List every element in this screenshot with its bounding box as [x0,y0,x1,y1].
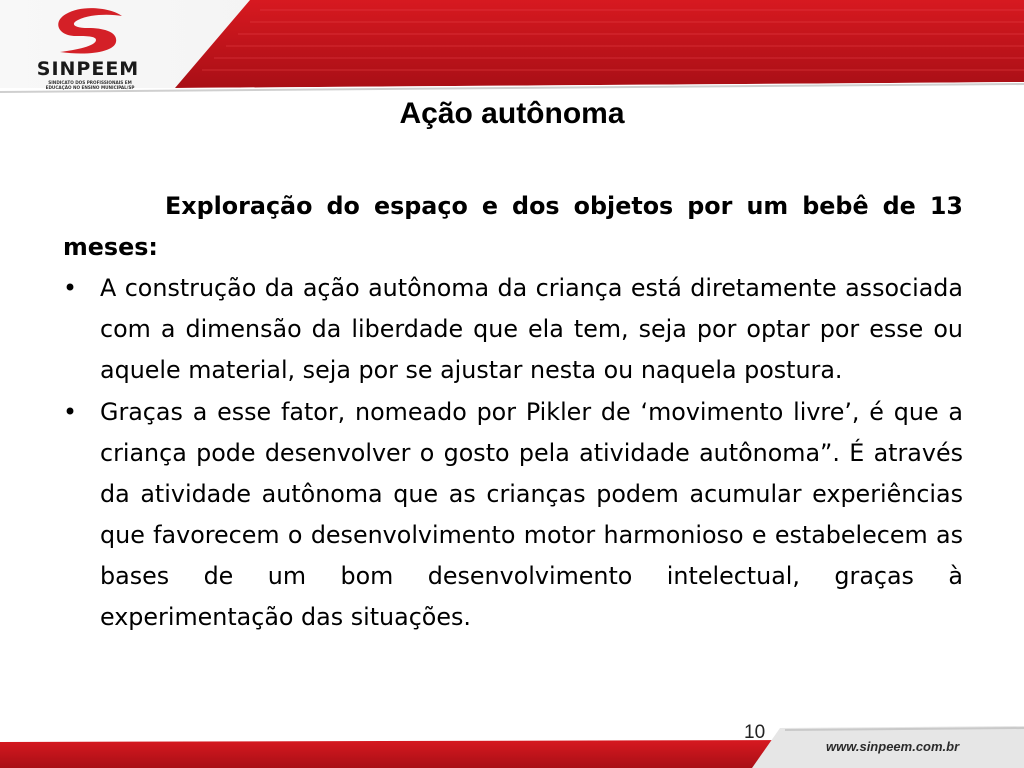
bullet-text: Graças a esse fator, nomeado por Pikler de ‘movimento livre’, é que a criança pode desenvolver o gosto pela atividade autônoma”. É através da atividade autônoma que as crianças podem acumular experiências que favorecem o desenvolvimento motor harmonioso e estabelecem as bases de um bom desenvolvimento intelectual, graças à experimentação das situações. [100,398,963,631]
bullet-text: A construção da ação autônoma da criança está diretamente associada com a dimensão da liberdade que ela tem, seja por optar por esse ou aquele material, seja por se ajustar nesta ou naquela postura. [100,274,963,384]
slide-title: Ação autônoma [399,97,625,130]
logo-wordmark: SINPEEM [36,58,140,80]
slide-content [63,186,963,639]
bullet-icon: • [63,274,78,302]
sinpeem-logo [30,6,146,90]
bullet-icon: • [63,398,78,426]
logo-subtitle: SINDICATO DOS PROFISSIONAIS EM EDUCAÇÃO NO ENSINO MUNICIPAL/SP [45,80,135,90]
slide-subtitle: Exploração do espaço e dos objetos por um bebê de 13 meses: [63,192,963,261]
site-url[interactable]: www.sinpeem.com.br [826,739,960,754]
bullet-item [63,268,963,391]
page-number: 10 [744,722,766,743]
bullet-item [63,392,963,638]
logo-swoosh-icon [30,6,146,58]
header-band [0,0,1024,96]
